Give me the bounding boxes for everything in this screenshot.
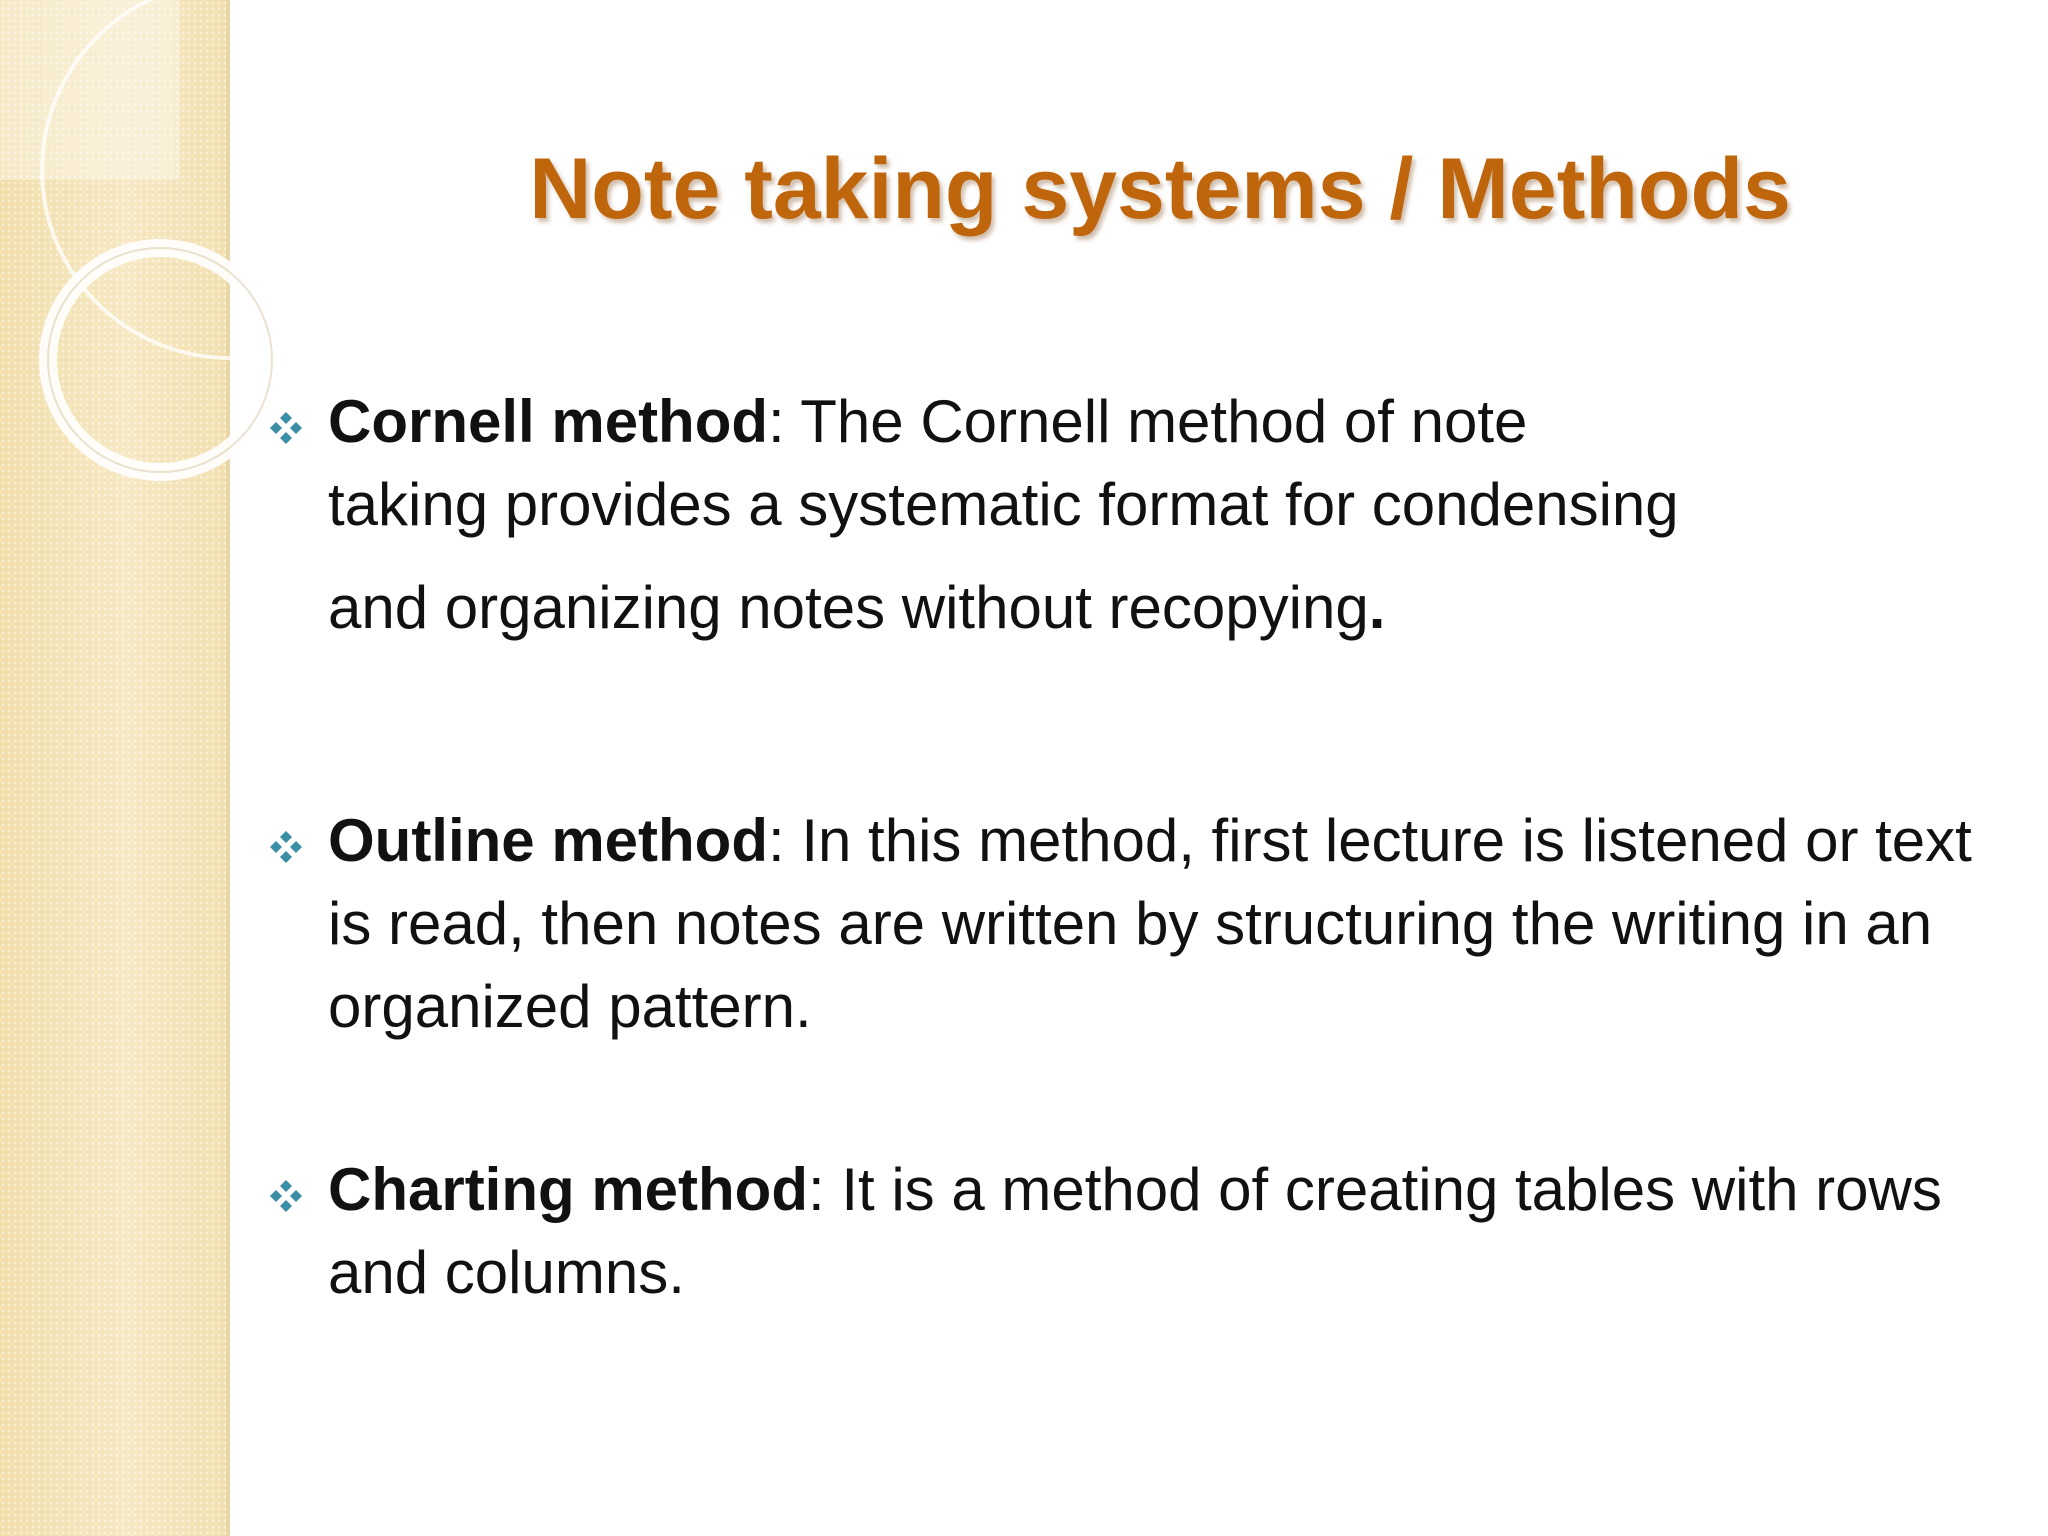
bullet-list (266, 380, 2006, 1314)
bullet-cornell-method (266, 380, 2006, 649)
bullet-separator: : (768, 388, 785, 455)
bullet-separator: : (767, 807, 785, 874)
bullet-term: Outline method (328, 807, 768, 874)
bullet-charting-method (266, 1148, 2006, 1314)
bullet-term: Charting method (328, 1156, 808, 1223)
bullet-text-line3: and organizing notes without recopying (328, 574, 1369, 641)
bullet-text: It is a method of creating tables with rows and columns. (328, 1156, 1942, 1306)
bullet-text: In this method, first lecture is listened or text is read, then notes are written by structuring the writing in an organized pattern. (328, 807, 1972, 1040)
bullet-outline-method (266, 799, 2006, 1048)
bullet-term: Cornell method (328, 388, 769, 455)
diamond-cluster-icon (266, 408, 306, 448)
diamond-cluster-icon (266, 1176, 306, 1216)
bullet-end-period: . (1368, 574, 1386, 641)
slide-title: Note taking systems / Methods (529, 141, 1791, 237)
diamond-cluster-icon (266, 827, 306, 867)
bullet-separator: : (807, 1156, 825, 1223)
bullet-text-line1: The Cornell method of note (784, 388, 1528, 455)
bullet-text-line2: taking provides a systematic format for condensing (328, 471, 1679, 538)
decorative-rings (0, 0, 300, 520)
